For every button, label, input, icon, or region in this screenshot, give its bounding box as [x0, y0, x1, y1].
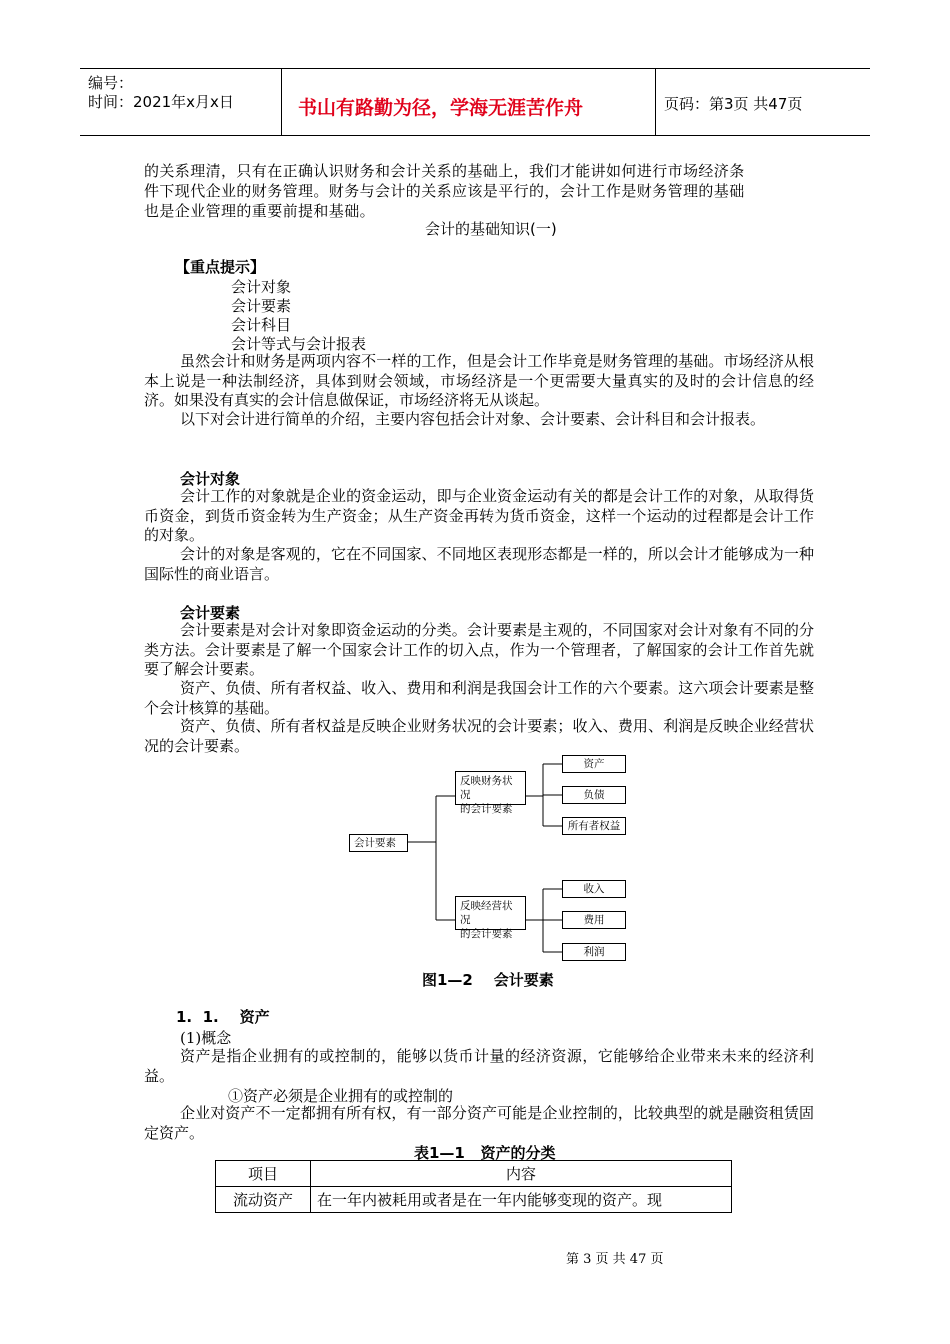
- diagram-root-node: 会计要素: [349, 834, 408, 852]
- paragraph-object-1: 会计工作的对象就是企业的资金运动，即与企业资金运动有关的都是会计工作的对象，从取得货币资金，到货币资金转为生产资金；从生产资金再转为货币资金，这样一个运动的过程都是会计工作的对象。: [144, 487, 814, 544]
- key-point-item: 会计要素: [231, 297, 292, 315]
- key-point-item: 会计对象: [231, 278, 292, 296]
- page-footer: 第 3 页 共 47 页: [566, 1252, 664, 1267]
- node-label-line: 的会计要素: [460, 928, 513, 940]
- diagram-leaf-profit: 利润: [562, 943, 626, 961]
- table-cell: 在一年内被耗用或者是在一年内能够变现的资产。现: [311, 1187, 732, 1213]
- paragraph-asset-point-1: 企业对资产不一定都拥有所有权，有一部分资产可能是企业控制的，比较典型的就是融资租赁固定资产。: [144, 1104, 814, 1142]
- key-point-item: 会计等式与会计报表: [231, 335, 367, 353]
- header-slogan: 书山有路勤为径，学海无涯苦作舟: [298, 97, 584, 119]
- heading-accounting-elements: 会计要素: [180, 604, 241, 622]
- heading-assets: 1. 1. 资产: [176, 1008, 270, 1026]
- table-header-cell: 项目: [216, 1161, 311, 1187]
- diagram-financial-position-node: [455, 771, 526, 815]
- diagram-leaf-expenses: 费用: [562, 911, 626, 929]
- node-label-line: 的会计要素: [460, 803, 513, 815]
- diagram-leaf-assets: 资产: [562, 755, 626, 773]
- paragraph-object-2: 会计的对象是客观的，它在不同国家、不同地区表现形态都是一样的，所以会计才能够成为一种国际性的商业语言。: [144, 545, 814, 583]
- paragraph-market: 虽然会计和财务是两项内容不一样的工作，但是会计工作毕竟是财务管理的基础。市场经济从根本上说是一种法制经济，具体到财会领域，市场经济是一个更需要大量真实的及时的会计信息的经济。如果没有真实的会计信息做保证，市场经济将无从谈起。: [144, 352, 814, 409]
- intro-line-1: 的关系理清，只有在正确认识财务和会计关系的基础上，我们才能讲如何进行市场经济条: [144, 162, 745, 180]
- paragraph-element-1: 会计要素是对会计对象即资金运动的分类。会计要素是主观的，不同国家对会计对象有不同的分类方法。会计要素是了解一个国家会计工作的切入点，作为一个管理者，了解国家的会计工作首先就要了解会计要素。: [144, 621, 814, 678]
- section-title: 会计的基础知识(一): [425, 220, 557, 238]
- table-cell: 流动资产: [216, 1187, 311, 1213]
- doc-number-label: 编号：: [88, 74, 134, 92]
- paragraph-intro: 以下对会计进行简单的介绍，主要内容包括会计对象、会计要素、会计科目和会计报表。: [180, 410, 766, 428]
- diagram-leaf-equity: 所有者权益: [562, 817, 626, 835]
- table-header-row: [216, 1161, 732, 1187]
- diagram-leaf-liabilities: 负债: [562, 786, 626, 804]
- diagram-caption: 图1—2 会计要素: [422, 971, 554, 989]
- node-label-line: 反映经营状况: [460, 900, 513, 926]
- paragraph-element-3: 资产、负债、所有者权益是反映企业财务状况的会计要素；收入、费用、利润是反映企业经营状况的会计要素。: [144, 717, 814, 755]
- diagram-leaf-revenue: 收入: [562, 880, 626, 898]
- intro-line-3: 也是企业管理的重要前提和基础。: [144, 202, 376, 220]
- paragraph-element-2: 资产、负债、所有者权益、收入、费用和利润是我国会计工作的六个要素。这六项会计要素是整个会计核算的基础。: [144, 679, 814, 717]
- asset-point-1: ①资产必须是企业拥有的或控制的: [228, 1087, 454, 1105]
- table-row: [216, 1187, 732, 1213]
- intro-line-2: 件下现代企业的财务管理。财务与会计的关系应该是平行的，会计工作是财务管理的基础: [144, 182, 745, 200]
- doc-date-label: 时间：2021年x月x日: [88, 93, 234, 111]
- key-points-title: 【重点提示】: [175, 258, 266, 276]
- table-header-cell: 内容: [311, 1161, 732, 1187]
- asset-classification-table: [215, 1160, 732, 1213]
- heading-accounting-object: 会计对象: [180, 470, 241, 488]
- subheading-concept: (1)概念: [180, 1029, 232, 1047]
- paragraph-asset-definition: 资产是指企业拥有的或控制的，能够以货币计量的经济资源，它能够给企业带来未来的经济利益。: [144, 1047, 814, 1085]
- table-title: 表1—1 资产的分类: [414, 1144, 556, 1162]
- node-label-line: 反映财务状况: [460, 775, 513, 801]
- key-point-item: 会计科目: [231, 316, 292, 334]
- diagram-operating-result-node: [455, 896, 526, 940]
- page-number-label: 页码：第3页 共47页: [664, 95, 803, 113]
